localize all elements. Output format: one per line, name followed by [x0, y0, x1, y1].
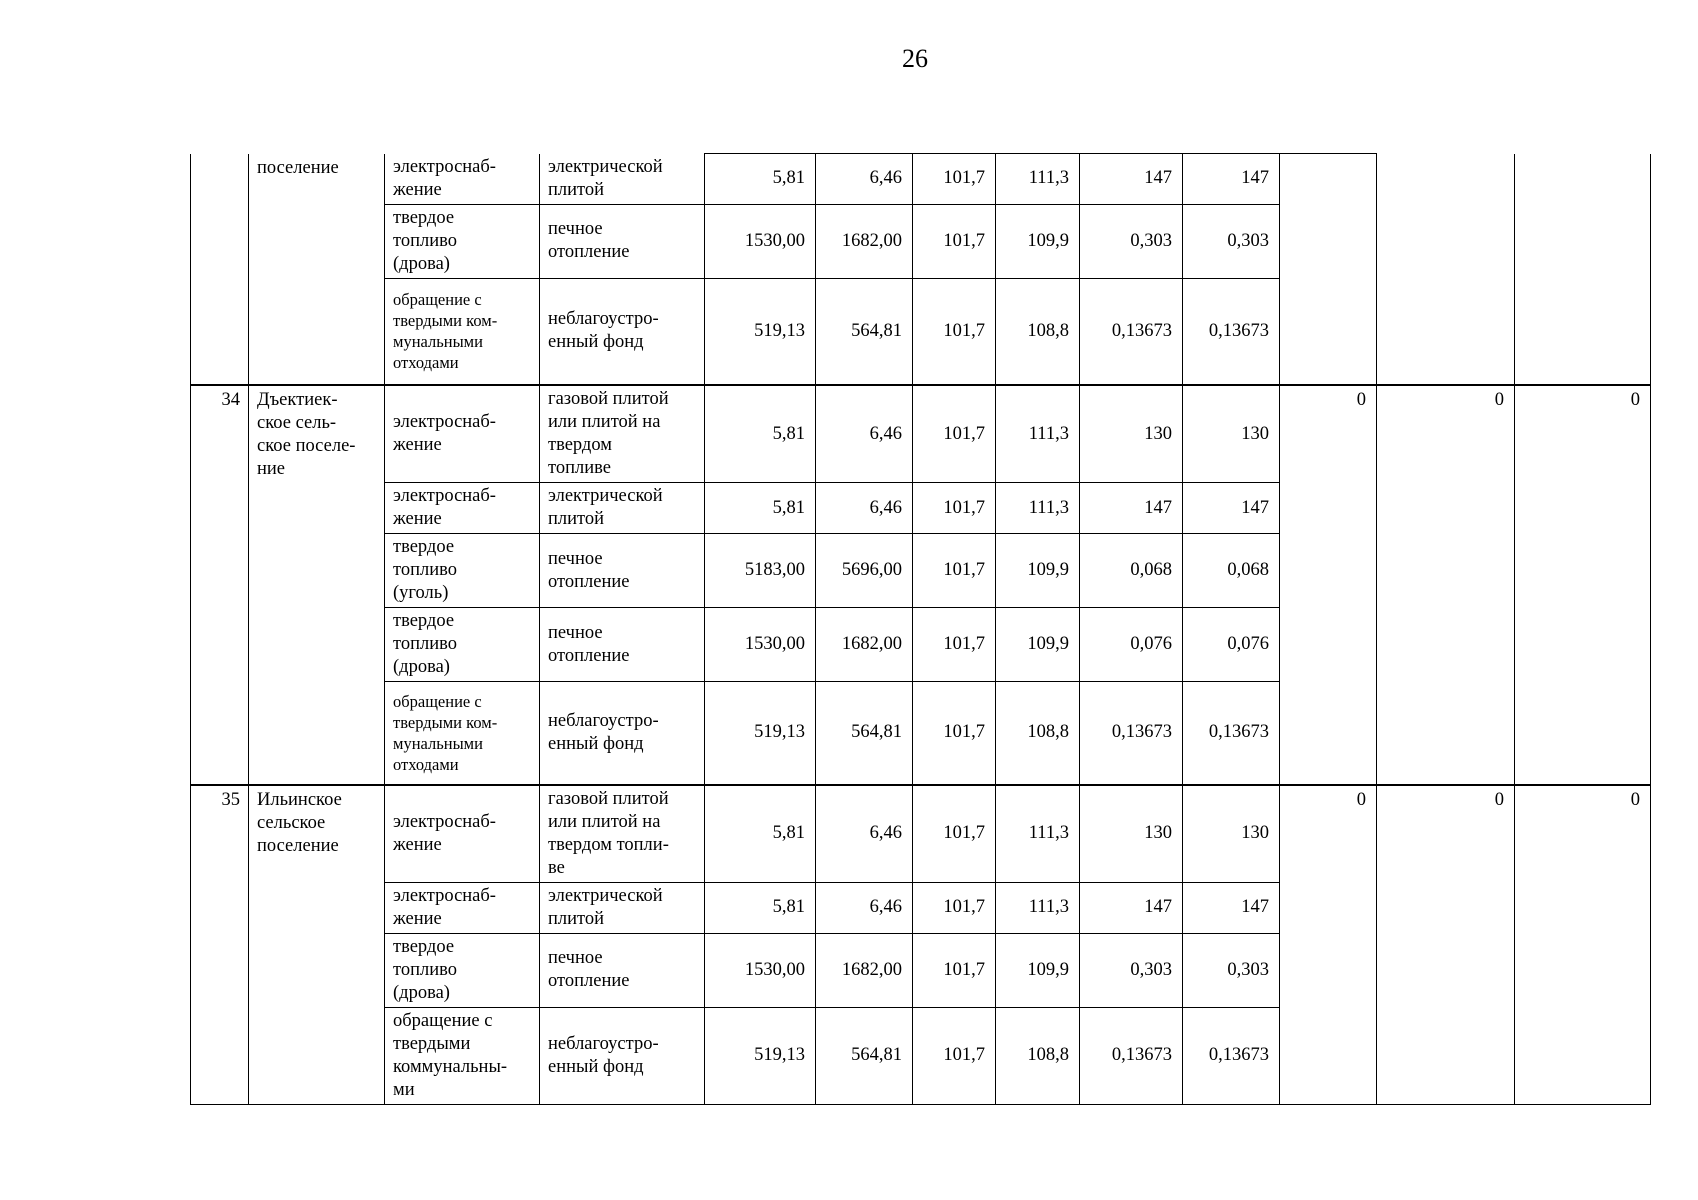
value-cell: 0,13673 [1183, 1007, 1280, 1104]
service-cell: твердое топливо (дрова) [385, 204, 540, 278]
equipment-cell: электрической плитой [540, 882, 705, 933]
value-cell: 0,303 [1080, 204, 1183, 278]
value-cell: 111,3 [996, 154, 1080, 205]
value-cell: 0,076 [1183, 608, 1280, 682]
value-cell: 101,7 [913, 278, 996, 385]
value-cell: 1530,00 [705, 204, 816, 278]
settlement-name: Дъектиек- ское сель- ское поселе- ние [249, 385, 385, 785]
zero-cell: 0 [1377, 385, 1515, 785]
value-cell: 564,81 [816, 1007, 913, 1104]
value-cell: 147 [1080, 882, 1183, 933]
value-cell: 108,8 [996, 278, 1080, 385]
value-cell: 0,13673 [1183, 682, 1280, 785]
service-cell: электроснаб- жение [385, 385, 540, 483]
value-cell: 1682,00 [816, 608, 913, 682]
value-cell: 6,46 [816, 785, 913, 883]
settlement-name: Ильинское сельское поселение [249, 785, 385, 1105]
value-cell: 109,9 [996, 608, 1080, 682]
value-cell: 1682,00 [816, 204, 913, 278]
value-cell: 5,81 [705, 154, 816, 205]
value-cell: 147 [1183, 483, 1280, 534]
equipment-cell: газовой плитой или плитой на твердом топливе [540, 385, 705, 483]
zero-cell: 0 [1515, 385, 1651, 785]
value-cell: 130 [1183, 385, 1280, 483]
value-cell: 101,7 [913, 534, 996, 608]
value-cell: 147 [1183, 154, 1280, 205]
table-row [191, 785, 1651, 883]
equipment-cell: газовой плитой или плитой на твердом топли- ве [540, 785, 705, 883]
value-cell: 101,7 [913, 204, 996, 278]
value-cell: 130 [1080, 785, 1183, 883]
service-cell: электроснаб- жение [385, 785, 540, 883]
value-cell: 0,13673 [1183, 278, 1280, 385]
value-cell: 101,7 [913, 882, 996, 933]
value-cell: 0,13673 [1080, 278, 1183, 385]
value-cell: 109,9 [996, 933, 1080, 1007]
value-cell: 5,81 [705, 882, 816, 933]
equipment-cell: неблагоустро- енный фонд [540, 682, 705, 785]
value-cell: 0,303 [1183, 204, 1280, 278]
value-cell: 111,3 [996, 385, 1080, 483]
value-cell: 5,81 [705, 385, 816, 483]
value-cell: 108,8 [996, 1007, 1080, 1104]
row-number: 35 [191, 785, 249, 1105]
value-cell: 111,3 [996, 483, 1080, 534]
service-cell: обращение с твердыми коммунальны- ми [385, 1007, 540, 1104]
value-cell: 6,46 [816, 483, 913, 534]
value-cell: 0,076 [1080, 608, 1183, 682]
value-cell: 564,81 [816, 682, 913, 785]
service-cell: обращение с твердыми ком- мунальными отходами [385, 682, 540, 785]
value-cell: 101,7 [913, 933, 996, 1007]
page-number: 26 [902, 44, 928, 73]
value-cell: 101,7 [913, 1007, 996, 1104]
value-cell: 1530,00 [705, 933, 816, 1007]
zero-cell: 0 [1280, 385, 1377, 785]
value-cell: 1682,00 [816, 933, 913, 1007]
value-cell: 101,7 [913, 483, 996, 534]
value-cell: 108,8 [996, 682, 1080, 785]
equipment-cell: печное отопление [540, 933, 705, 1007]
value-cell: 0,303 [1183, 933, 1280, 1007]
tariff-table [190, 153, 1651, 1105]
table-row [191, 154, 1651, 205]
value-cell: 6,46 [816, 882, 913, 933]
row-number [191, 154, 249, 386]
service-cell: электроснаб- жение [385, 483, 540, 534]
value-cell: 519,13 [705, 1007, 816, 1104]
value-cell: 0,303 [1080, 933, 1183, 1007]
value-cell: 519,13 [705, 682, 816, 785]
service-cell: электроснаб- жение [385, 882, 540, 933]
equipment-cell: неблагоустро- енный фонд [540, 1007, 705, 1104]
zero-cell [1515, 154, 1651, 386]
value-cell: 519,13 [705, 278, 816, 385]
value-cell: 0,068 [1080, 534, 1183, 608]
equipment-cell: печное отопление [540, 608, 705, 682]
equipment-cell: печное отопление [540, 534, 705, 608]
value-cell: 5696,00 [816, 534, 913, 608]
service-cell: обращение с твердыми ком- мунальными отходами [385, 278, 540, 385]
table-row [191, 385, 1651, 483]
value-cell: 5,81 [705, 483, 816, 534]
value-cell: 101,7 [913, 682, 996, 785]
equipment-cell: электрической плитой [540, 483, 705, 534]
service-cell: твердое топливо (уголь) [385, 534, 540, 608]
value-cell: 130 [1080, 385, 1183, 483]
value-cell: 111,3 [996, 882, 1080, 933]
zero-cell: 0 [1515, 785, 1651, 1105]
value-cell: 0,13673 [1080, 1007, 1183, 1104]
value-cell: 5,81 [705, 785, 816, 883]
service-cell: твердое топливо (дрова) [385, 933, 540, 1007]
value-cell: 564,81 [816, 278, 913, 385]
value-cell: 147 [1183, 882, 1280, 933]
value-cell: 5183,00 [705, 534, 816, 608]
row-number: 34 [191, 385, 249, 785]
service-cell: твердое топливо (дрова) [385, 608, 540, 682]
service-cell: электроснаб- жение [385, 154, 540, 205]
value-cell: 101,7 [913, 385, 996, 483]
value-cell: 0,13673 [1080, 682, 1183, 785]
value-cell: 6,46 [816, 385, 913, 483]
settlement-name: поселение [249, 154, 385, 386]
value-cell: 101,7 [913, 785, 996, 883]
zero-cell [1280, 154, 1377, 386]
equipment-cell: электрической плитой [540, 154, 705, 205]
value-cell: 101,7 [913, 154, 996, 205]
zero-cell [1377, 154, 1515, 386]
value-cell: 111,3 [996, 785, 1080, 883]
value-cell: 109,9 [996, 204, 1080, 278]
value-cell: 6,46 [816, 154, 913, 205]
zero-cell: 0 [1280, 785, 1377, 1105]
value-cell: 147 [1080, 154, 1183, 205]
value-cell: 130 [1183, 785, 1280, 883]
value-cell: 101,7 [913, 608, 996, 682]
equipment-cell: неблагоустро- енный фонд [540, 278, 705, 385]
value-cell: 147 [1080, 483, 1183, 534]
value-cell: 0,068 [1183, 534, 1280, 608]
zero-cell: 0 [1377, 785, 1515, 1105]
equipment-cell: печное отопление [540, 204, 705, 278]
value-cell: 109,9 [996, 534, 1080, 608]
value-cell: 1530,00 [705, 608, 816, 682]
